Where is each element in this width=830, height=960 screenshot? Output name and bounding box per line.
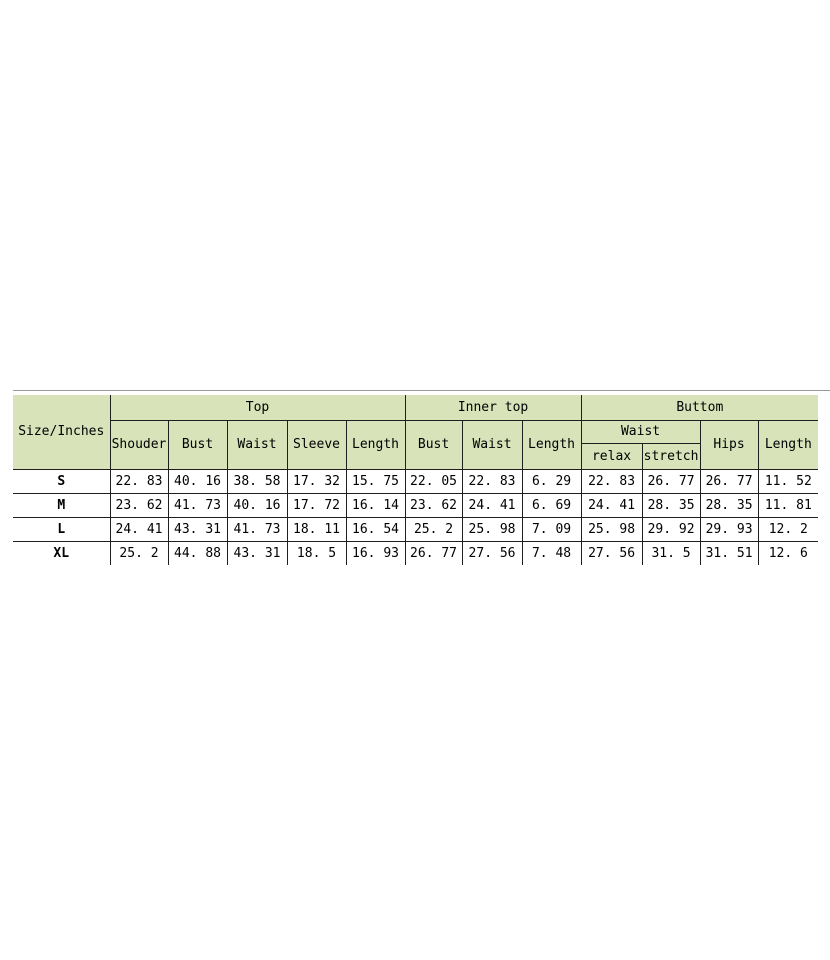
table-cell: 24. 41 xyxy=(581,493,642,517)
table-cell: 22. 83 xyxy=(581,469,642,493)
table-cell: 44. 88 xyxy=(168,541,227,565)
table-cell: 31. 51 xyxy=(700,541,758,565)
table-cell: 15. 75 xyxy=(346,469,405,493)
table-cell: 16. 93 xyxy=(346,541,405,565)
table-cell: 22. 83 xyxy=(462,469,522,493)
group-header-inner-top: Inner top xyxy=(405,395,581,420)
col-header-top-shouder: Shouder xyxy=(110,420,168,469)
size-chart-table xyxy=(13,395,818,565)
table-cell: 16. 14 xyxy=(346,493,405,517)
table-cell: 26. 77 xyxy=(405,541,462,565)
col-header-top-length: Length xyxy=(346,420,405,469)
col-header-top-sleeve: Sleeve xyxy=(287,420,346,469)
table-cell: 18. 11 xyxy=(287,517,346,541)
col-header-inner-length: Length xyxy=(522,420,581,469)
table-cell: 18. 5 xyxy=(287,541,346,565)
table-cell: 41. 73 xyxy=(227,517,287,541)
table-cell: 25. 2 xyxy=(110,541,168,565)
col-header-inner-bust: Bust xyxy=(405,420,462,469)
table-cell: 16. 54 xyxy=(346,517,405,541)
col-header-buttom-hips: Hips xyxy=(700,420,758,469)
table-cell: 28. 35 xyxy=(642,493,700,517)
table-cell: 27. 56 xyxy=(581,541,642,565)
table-cell: 22. 05 xyxy=(405,469,462,493)
table-cell: 24. 41 xyxy=(110,517,168,541)
table-cell: 6. 69 xyxy=(522,493,581,517)
table-cell: 23. 62 xyxy=(110,493,168,517)
table-cell: 38. 58 xyxy=(227,469,287,493)
row-label-l: L xyxy=(13,517,110,541)
col-header-top-waist: Waist xyxy=(227,420,287,469)
table-cell: 22. 83 xyxy=(110,469,168,493)
table-cell: 40. 16 xyxy=(227,493,287,517)
row-label-s: S xyxy=(13,469,110,493)
table-row-s xyxy=(13,469,818,493)
table-cell: 43. 31 xyxy=(227,541,287,565)
col-header-inner-waist: Waist xyxy=(462,420,522,469)
col-header-waist-relax: relax xyxy=(581,443,642,469)
table-cell: 23. 62 xyxy=(405,493,462,517)
table-cell: 7. 09 xyxy=(522,517,581,541)
table-cell: 12. 6 xyxy=(758,541,818,565)
table-cell: 43. 31 xyxy=(168,517,227,541)
table-cell: 17. 32 xyxy=(287,469,346,493)
corner-header-size-inches: Size/Inches xyxy=(13,395,110,469)
table-row-xl xyxy=(13,541,818,565)
table-cell: 25. 2 xyxy=(405,517,462,541)
table-cell: 29. 93 xyxy=(700,517,758,541)
group-header-top: Top xyxy=(110,395,405,420)
table-cell: 28. 35 xyxy=(700,493,758,517)
table-cell: 6. 29 xyxy=(522,469,581,493)
size-chart-container xyxy=(13,395,818,565)
row-label-m: M xyxy=(13,493,110,517)
table-cell: 11. 52 xyxy=(758,469,818,493)
col-header-waist-stretch: stretch xyxy=(642,443,700,469)
table-cell: 17. 72 xyxy=(287,493,346,517)
table-cell: 12. 2 xyxy=(758,517,818,541)
table-cell: 7. 48 xyxy=(522,541,581,565)
table-cell: 29. 92 xyxy=(642,517,700,541)
table-cell: 27. 56 xyxy=(462,541,522,565)
col-header-buttom-waist: Waist xyxy=(581,420,700,443)
table-cell: 31. 5 xyxy=(642,541,700,565)
table-cell: 40. 16 xyxy=(168,469,227,493)
row-label-xl: XL xyxy=(13,541,110,565)
group-header-buttom: Buttom xyxy=(581,395,818,420)
col-header-top-bust: Bust xyxy=(168,420,227,469)
table-row-m xyxy=(13,493,818,517)
table-cell: 25. 98 xyxy=(581,517,642,541)
table-cell: 25. 98 xyxy=(462,517,522,541)
table-row-l xyxy=(13,517,818,541)
col-header-buttom-length: Length xyxy=(758,420,818,469)
table-cell: 41. 73 xyxy=(168,493,227,517)
table-cell: 26. 77 xyxy=(642,469,700,493)
table-cell: 24. 41 xyxy=(462,493,522,517)
table-cell: 11. 81 xyxy=(758,493,818,517)
table-cell: 26. 77 xyxy=(700,469,758,493)
top-divider-line xyxy=(13,390,830,391)
